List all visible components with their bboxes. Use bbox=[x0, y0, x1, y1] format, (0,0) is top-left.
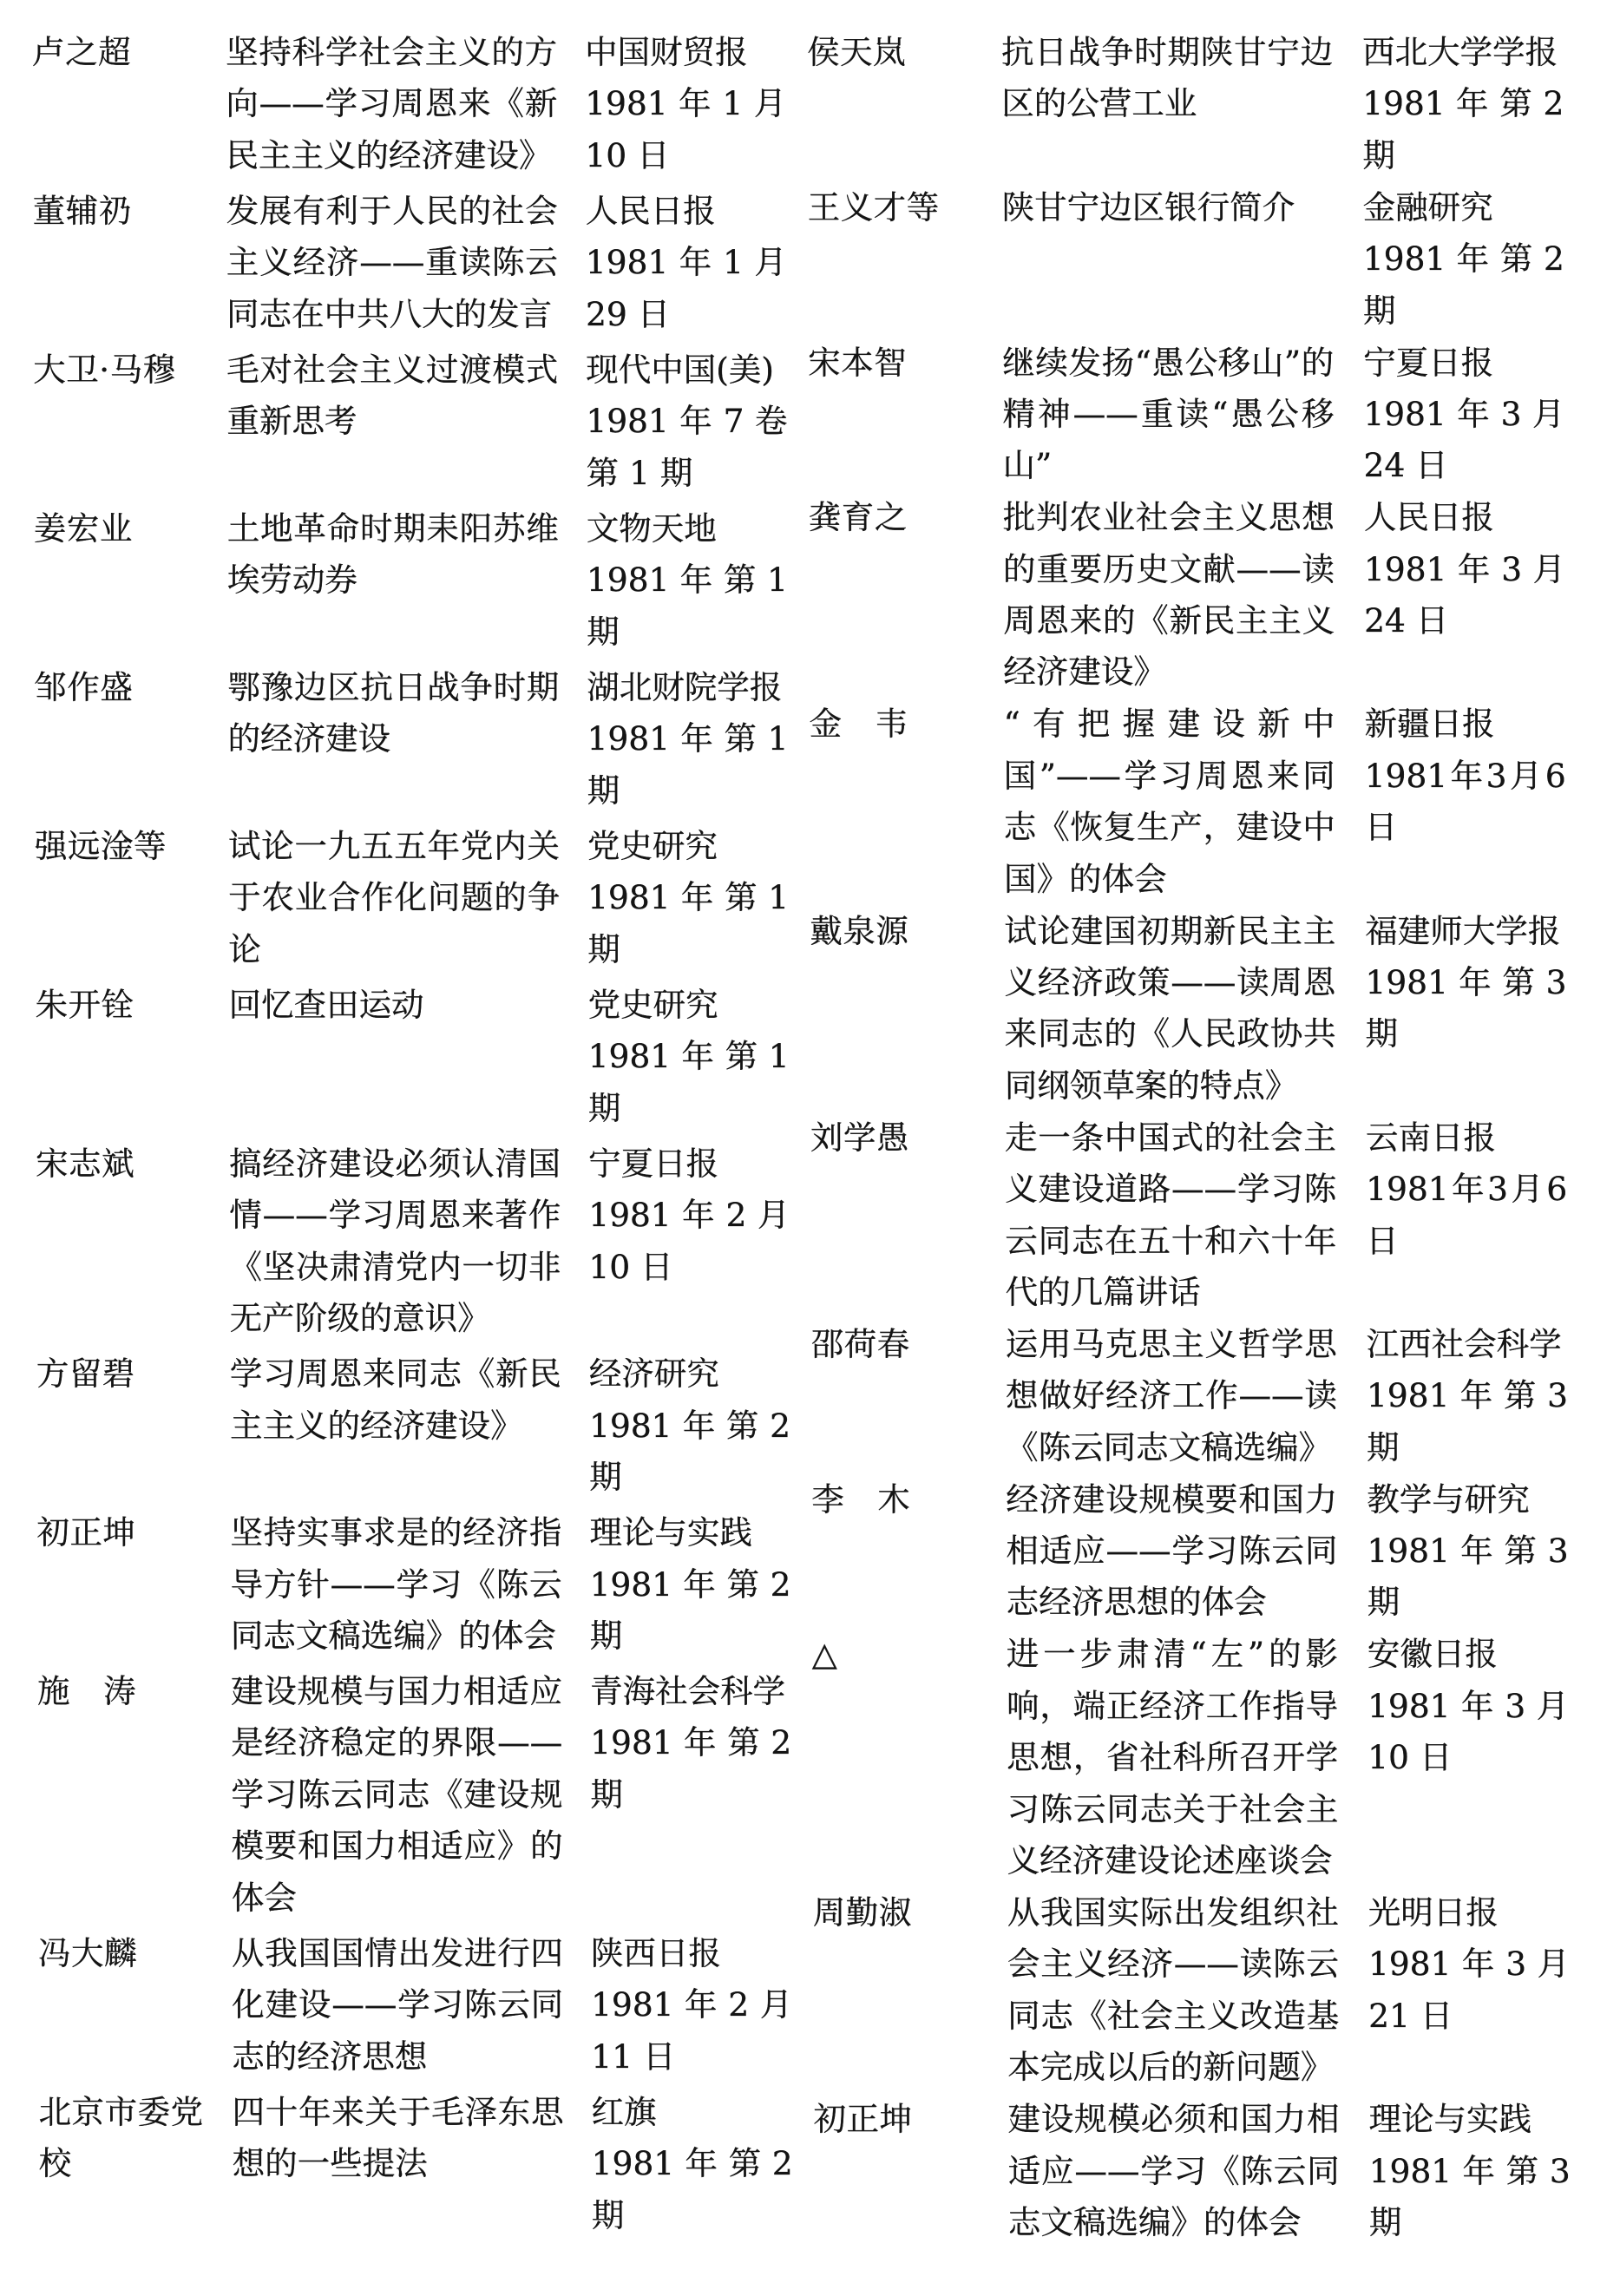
entry-title bbox=[226, 344, 586, 448]
bibliography-entry bbox=[811, 1319, 1571, 1473]
entry-title bbox=[229, 1138, 589, 1345]
entry-title bbox=[228, 821, 588, 975]
source-date-line: 1981 年 第 3 bbox=[1366, 1376, 1569, 1415]
title-line: 志经济思想的体会 bbox=[1006, 1583, 1267, 1622]
title-line: 习陈云同志关于社会主 bbox=[1007, 1789, 1339, 1828]
entry-title bbox=[1003, 699, 1365, 905]
source-date-line: 1981 年 2 月 bbox=[588, 1196, 790, 1235]
source-date-line: 10 日 bbox=[1367, 1738, 1453, 1777]
title-line: 毛对社会主义过渡模式 bbox=[226, 350, 559, 389]
title-line: 是经济稳定的界限—— bbox=[231, 1723, 563, 1762]
title-line: 同志在中共八大的发言 bbox=[226, 294, 553, 333]
title-line: 同志文稿选编》的体会 bbox=[230, 1616, 556, 1655]
entry-source bbox=[587, 980, 791, 1134]
author-name-line: 戴泉源 bbox=[810, 911, 909, 950]
source-date-line: 1981 年 第 2 bbox=[1362, 84, 1564, 123]
entry-author bbox=[36, 1138, 229, 1190]
author-name-line: 李 木 bbox=[811, 1479, 911, 1519]
source-date-line: 1981 年 第 2 bbox=[1362, 239, 1564, 279]
title-line: 论 bbox=[228, 929, 261, 968]
author-name-line: 周勤淑 bbox=[812, 1893, 912, 1932]
bibliography-entry bbox=[812, 1629, 1571, 1886]
title-line: 的重要历史文献——读 bbox=[1002, 549, 1335, 588]
author-name-line: 校 bbox=[38, 2144, 72, 2183]
bibliography-entry bbox=[38, 1928, 795, 2083]
source-date-line: 10 日 bbox=[585, 135, 670, 174]
title-line: 志文稿选编》的体会 bbox=[1007, 2202, 1302, 2241]
bibliography-entry bbox=[808, 182, 1567, 337]
entry-author bbox=[36, 1507, 230, 1558]
source-date-line: 21 日 bbox=[1368, 1996, 1453, 2035]
title-line: 情——学习周恩来著作 bbox=[229, 1196, 561, 1235]
entry-source bbox=[591, 1928, 795, 2083]
source-date-line: 1981 年 第 2 bbox=[591, 2144, 793, 2183]
title-line: 响，端正经济工作指导 bbox=[1007, 1686, 1339, 1725]
bibliography-entry bbox=[811, 1474, 1571, 1629]
bibliography-entry bbox=[36, 1138, 792, 1345]
source-publication: 文物天地 bbox=[586, 508, 717, 548]
source-publication: 中国财贸报 bbox=[585, 33, 748, 71]
entry-author bbox=[808, 338, 1002, 389]
right-column bbox=[807, 27, 1572, 2249]
bibliography-entry bbox=[36, 1507, 793, 1662]
source-date-line: 日 bbox=[1366, 1221, 1399, 1260]
source-date-line: 期 bbox=[1362, 135, 1396, 174]
entry-author bbox=[809, 492, 1003, 543]
entry-source bbox=[587, 821, 791, 975]
source-publication: 新疆日报 bbox=[1364, 705, 1495, 744]
entry-source bbox=[1364, 492, 1568, 646]
entry-source bbox=[1367, 1319, 1571, 1473]
source-date-line: 期 bbox=[587, 1088, 621, 1127]
bibliography-entry bbox=[35, 980, 791, 1134]
title-line: 周恩来的《新民主主义 bbox=[1003, 601, 1335, 640]
entry-source bbox=[1368, 2094, 1572, 2248]
title-line: 无产阶级的意识》 bbox=[229, 1298, 490, 1337]
title-line: 试论建国初期新民主主 bbox=[1004, 911, 1336, 950]
author-name-line: 北京市委党 bbox=[38, 2092, 204, 2131]
author-name-line: △ bbox=[811, 1635, 838, 1674]
source-date-line: 期 bbox=[1365, 1014, 1399, 1053]
source-date-line: 日 bbox=[1364, 808, 1398, 847]
entry-source bbox=[590, 1666, 794, 1820]
bibliography-entry bbox=[808, 338, 1567, 492]
bibliography-entry bbox=[813, 1887, 1572, 2094]
title-line: 导方针——学习《陈云 bbox=[230, 1565, 562, 1604]
title-line: 国”——学习周恩来同 bbox=[1003, 756, 1335, 795]
source-publication: 现代中国(美) bbox=[586, 350, 775, 389]
source-date-line: 1981 年 第 1 bbox=[587, 878, 790, 917]
entry-source bbox=[1362, 27, 1566, 181]
bibliography-entry bbox=[34, 662, 790, 817]
source-publication: 人民日报 bbox=[1363, 498, 1494, 537]
source-date-line: 期 bbox=[1368, 2202, 1402, 2241]
source-date-line: 1981 年 第 2 bbox=[590, 1723, 792, 1762]
bibliography-entry bbox=[809, 492, 1568, 699]
source-publication: 经济研究 bbox=[588, 1355, 719, 1394]
author-name-line: 姜宏业 bbox=[33, 508, 133, 548]
title-line: 想做好经济工作——读 bbox=[1005, 1376, 1338, 1415]
source-date-line: 期 bbox=[587, 612, 620, 651]
title-line: 本完成以后的新问题》 bbox=[1007, 2048, 1334, 2087]
entry-source bbox=[1367, 1474, 1571, 1629]
entry-source bbox=[1368, 1887, 1572, 2042]
source-date-line: 期 bbox=[587, 771, 620, 810]
source-date-line: 10 日 bbox=[588, 1247, 673, 1286]
source-publication: 党史研究 bbox=[587, 985, 718, 1024]
source-publication: 安徽日报 bbox=[1367, 1635, 1498, 1674]
entry-author bbox=[810, 1112, 1005, 1164]
source-date-line: 1981 年 第 1 bbox=[587, 1037, 790, 1076]
title-line: 模要和国力相适应》的 bbox=[231, 1827, 563, 1866]
title-line: “有把握建设新中 bbox=[1003, 705, 1335, 744]
title-line: 主主义的经济建设》 bbox=[229, 1406, 523, 1445]
source-publication: 江西社会科学 bbox=[1366, 1324, 1562, 1363]
author-name-line: 施 涛 bbox=[36, 1672, 137, 1711]
title-line: 走一条中国式的社会主 bbox=[1004, 1118, 1337, 1157]
source-date-line: 1981 年 第 2 bbox=[589, 1565, 791, 1604]
entry-author bbox=[808, 182, 1002, 233]
title-line: 试论一九五五年党内关 bbox=[227, 826, 561, 865]
author-name-line: 宋本智 bbox=[808, 343, 908, 382]
title-line: 经济建设规模要和国力 bbox=[1006, 1479, 1338, 1519]
title-line: 陕甘宁边区银行简介 bbox=[1001, 187, 1295, 226]
source-publication: 人民日报 bbox=[585, 191, 716, 230]
source-date-line: 1981 年 3 月 bbox=[1363, 394, 1565, 433]
author-name-line: 初正坤 bbox=[36, 1513, 136, 1552]
source-date-line: 第 1 期 bbox=[586, 453, 693, 492]
entry-title bbox=[230, 1348, 589, 1452]
source-date-line: 期 bbox=[590, 1774, 623, 1814]
entry-author bbox=[809, 699, 1003, 750]
title-line: 义经济政策——读周恩 bbox=[1004, 963, 1336, 1001]
author-name-line: 侯天岚 bbox=[807, 33, 907, 71]
entry-title bbox=[1006, 1319, 1367, 1473]
title-line: 义经济建设论述座谈会 bbox=[1007, 1841, 1333, 1880]
author-name-line: 刘学愚 bbox=[810, 1118, 910, 1157]
entry-title bbox=[1007, 2094, 1369, 2248]
entry-author bbox=[32, 27, 226, 78]
title-line: 同志《社会主义改造基 bbox=[1007, 1996, 1340, 2035]
entry-author bbox=[813, 1887, 1007, 1938]
title-line: 于农业合作化问题的争 bbox=[228, 878, 561, 917]
title-line: 四十年来关于毛泽东思 bbox=[232, 2092, 564, 2131]
bibliography-entry bbox=[33, 186, 790, 340]
author-name-line: 初正坤 bbox=[813, 2100, 913, 2139]
source-date-line: 期 bbox=[587, 929, 620, 968]
entry-author bbox=[807, 27, 1001, 78]
title-line: 相适应——学习陈云同 bbox=[1006, 1532, 1338, 1571]
source-publication: 理论与实践 bbox=[589, 1513, 753, 1552]
bibliography-entry bbox=[807, 27, 1566, 181]
source-date-line: 1981年3月6 bbox=[1366, 1170, 1568, 1209]
entry-author bbox=[35, 980, 228, 1031]
source-publication: 宁夏日报 bbox=[588, 1144, 719, 1183]
author-name-line: 王义才等 bbox=[807, 187, 940, 226]
entry-title bbox=[226, 27, 586, 181]
author-name-line: 金 韦 bbox=[809, 705, 908, 744]
source-date-line: 1981 年 3 月 bbox=[1367, 1945, 1571, 1984]
title-line: 会主义经济——读陈云 bbox=[1007, 1945, 1340, 1984]
entry-source bbox=[1366, 1112, 1570, 1267]
source-date-line: 1981 年 第 1 bbox=[587, 719, 789, 758]
title-line: 土地革命时期耒阳苏维 bbox=[226, 508, 559, 548]
entry-source bbox=[1363, 338, 1567, 492]
bibliography-entry bbox=[810, 906, 1569, 1112]
title-line: 发展有利于人民的社会 bbox=[226, 191, 558, 230]
title-line: 重新思考 bbox=[226, 402, 357, 441]
source-publication: 理论与实践 bbox=[1368, 2100, 1532, 2139]
title-line: 云同志在五十和六十年 bbox=[1005, 1221, 1337, 1260]
source-publication: 红旗 bbox=[591, 2092, 657, 2131]
entry-source bbox=[1363, 182, 1567, 337]
source-publication: 宁夏日报 bbox=[1363, 343, 1494, 382]
entry-title bbox=[232, 2087, 591, 2190]
entry-author bbox=[33, 186, 226, 237]
entry-title bbox=[232, 1928, 592, 2083]
title-line: 来同志的《人民政协共 bbox=[1004, 1014, 1336, 1053]
title-line: 志的经济思想 bbox=[232, 2037, 428, 2076]
bibliography-entry bbox=[34, 503, 790, 658]
entry-title bbox=[1004, 906, 1366, 1112]
source-date-line: 1981 年 1 月 bbox=[585, 243, 787, 282]
entry-title bbox=[1007, 1629, 1368, 1886]
entry-source bbox=[586, 344, 790, 499]
title-line: 建设规模必须和国力相 bbox=[1007, 2100, 1340, 2139]
entry-author bbox=[38, 1928, 232, 1979]
entry-title bbox=[228, 980, 587, 1031]
entry-title bbox=[1002, 338, 1364, 492]
source-date-line: 1981 年 第 3 bbox=[1368, 2151, 1571, 2190]
author-name-line: 卢之超 bbox=[32, 33, 132, 71]
entry-source bbox=[587, 662, 790, 817]
entry-source bbox=[591, 2087, 795, 2241]
author-name-line: 董辅礽 bbox=[32, 191, 132, 230]
title-line: 代的几篇讲话 bbox=[1005, 1272, 1201, 1311]
source-publication: 云南日报 bbox=[1365, 1118, 1497, 1157]
author-name-line: 龚育之 bbox=[808, 498, 908, 537]
author-name-line: 朱开铨 bbox=[35, 985, 134, 1024]
entry-source bbox=[589, 1348, 793, 1503]
source-date-line: 1981 年 3 月 bbox=[1367, 1686, 1570, 1725]
entry-title bbox=[1003, 492, 1365, 699]
title-line: 的经济建设 bbox=[227, 719, 391, 758]
title-line: 主义经济——重读陈云 bbox=[226, 243, 558, 282]
title-line: 建设规模与国力相适应 bbox=[230, 1672, 563, 1711]
entry-author bbox=[811, 1319, 1006, 1370]
entry-title bbox=[231, 1666, 591, 1924]
title-line: 坚持实事求是的经济指 bbox=[230, 1513, 562, 1552]
entry-title bbox=[1002, 182, 1363, 233]
title-line: 进一步肃清“左”的影 bbox=[1006, 1635, 1338, 1674]
entry-title bbox=[1005, 1112, 1367, 1319]
entry-author bbox=[811, 1474, 1006, 1525]
title-line: 埃劳动券 bbox=[226, 561, 358, 600]
bibliography-entry bbox=[37, 1666, 794, 1924]
author-name-line: 方留碧 bbox=[36, 1355, 135, 1394]
entry-title bbox=[1007, 1887, 1369, 2094]
source-publication: 陕西日报 bbox=[590, 1933, 722, 1972]
entry-author bbox=[36, 1348, 230, 1400]
bibliography-entry bbox=[809, 699, 1568, 905]
title-line: 从我国实际出发组织社 bbox=[1007, 1893, 1339, 1932]
source-date-line: 24 日 bbox=[1363, 446, 1448, 485]
source-date-line: 29 日 bbox=[585, 294, 671, 333]
entry-author bbox=[38, 2087, 232, 2190]
entry-author bbox=[37, 1666, 231, 1717]
entry-title bbox=[1006, 1474, 1367, 1629]
bibliography-entry bbox=[32, 27, 789, 181]
title-line: 抗日战争时期陕甘宁边 bbox=[1001, 33, 1334, 71]
title-line: 区的公营工业 bbox=[1001, 84, 1197, 123]
entry-title bbox=[227, 662, 587, 765]
source-publication: 福建师大学报 bbox=[1365, 911, 1561, 950]
source-date-line: 24 日 bbox=[1364, 601, 1449, 640]
title-line: 搞经济建设必须认清国 bbox=[229, 1144, 561, 1183]
source-date-line: 期 bbox=[589, 1616, 623, 1655]
author-name-line: 冯大麟 bbox=[37, 1933, 138, 1972]
title-line: 回忆查田运动 bbox=[228, 985, 424, 1024]
source-publication: 西北大学学报 bbox=[1362, 33, 1558, 71]
source-date-line: 期 bbox=[1367, 1427, 1400, 1466]
source-publication: 金融研究 bbox=[1362, 187, 1493, 226]
title-line: 学习周恩来同志《新民 bbox=[229, 1355, 561, 1394]
title-line: 从我国国情出发进行四 bbox=[231, 1933, 564, 1972]
title-line: 精神——重读“愚公移 bbox=[1002, 394, 1335, 433]
source-publication: 湖北财院学报 bbox=[587, 667, 783, 706]
entry-source bbox=[585, 27, 789, 181]
bibliography-entry bbox=[35, 821, 791, 975]
source-publication: 光明日报 bbox=[1367, 1893, 1499, 1932]
bibliography-entry bbox=[810, 1112, 1570, 1319]
entry-author bbox=[34, 662, 227, 713]
title-line: 民主主义的经济建设》 bbox=[226, 135, 552, 174]
entry-source bbox=[588, 1138, 792, 1293]
bibliography-entry bbox=[36, 1348, 793, 1503]
entry-source bbox=[587, 503, 790, 658]
title-line: 批判农业社会主义思想 bbox=[1002, 498, 1335, 537]
source-date-line: 1981 年 7 卷 bbox=[586, 402, 788, 441]
source-date-line: 1981 年 3 月 bbox=[1363, 549, 1566, 588]
left-column bbox=[32, 27, 795, 2246]
source-date-line: 1981 年 第 3 bbox=[1367, 1532, 1569, 1571]
bibliography-entry bbox=[813, 2094, 1572, 2248]
entry-title bbox=[226, 186, 587, 340]
source-publication: 青海社会科学 bbox=[589, 1672, 786, 1711]
entry-source bbox=[1365, 906, 1569, 1060]
title-line: 继续发扬“愚公移山”的 bbox=[1002, 343, 1335, 382]
title-line: 适应——学习《陈云同 bbox=[1007, 2151, 1340, 2190]
entry-author bbox=[810, 906, 1004, 957]
source-publication: 教学与研究 bbox=[1367, 1479, 1530, 1519]
source-publication: 党史研究 bbox=[587, 826, 718, 865]
title-line: 山” bbox=[1002, 446, 1053, 485]
entry-author bbox=[34, 503, 227, 554]
entry-title bbox=[227, 503, 587, 607]
source-date-line: 期 bbox=[591, 2195, 625, 2234]
title-line: 同纲领草案的特点》 bbox=[1004, 1066, 1298, 1105]
source-date-line: 1981年3月6 bbox=[1364, 756, 1566, 795]
title-line: 《坚决肃清党内一切非 bbox=[229, 1247, 561, 1286]
entry-author bbox=[813, 2094, 1007, 2145]
title-line: 志《恢复生产，建设中 bbox=[1003, 808, 1335, 847]
entry-source bbox=[586, 186, 790, 340]
entry-title bbox=[230, 1507, 590, 1662]
author-name-line: 邹作盛 bbox=[34, 667, 134, 706]
source-date-line: 期 bbox=[589, 1457, 622, 1496]
entry-author bbox=[33, 344, 226, 396]
title-line: 体会 bbox=[231, 1878, 297, 1917]
title-line: 向——学习周恩来《新 bbox=[226, 84, 558, 123]
entry-source bbox=[1367, 1629, 1571, 1783]
entry-source bbox=[1364, 699, 1568, 853]
title-line: 经济建设》 bbox=[1003, 653, 1166, 692]
title-line: 运用马克思主义哲学思 bbox=[1005, 1324, 1337, 1363]
entry-author bbox=[35, 821, 228, 872]
title-line: 义建设道路——学习陈 bbox=[1005, 1170, 1337, 1209]
title-line: 化建设——学习陈云同 bbox=[232, 1985, 564, 2024]
title-line: 思想，省社科所召开学 bbox=[1007, 1738, 1339, 1777]
source-date-line: 1981 年 1 月 bbox=[585, 84, 787, 123]
title-line: 《陈云同志文稿选编》 bbox=[1006, 1427, 1332, 1466]
entry-source bbox=[589, 1507, 793, 1662]
source-date-line: 1981 年 第 1 bbox=[586, 561, 789, 600]
author-name-line: 邵荷春 bbox=[810, 1324, 910, 1363]
title-line: 坚持科学社会主义的方 bbox=[226, 33, 558, 71]
source-date-line: 1981 年 第 3 bbox=[1365, 963, 1567, 1001]
source-date-line: 期 bbox=[1362, 291, 1396, 330]
source-date-line: 1981 年 2 月 bbox=[591, 1985, 793, 2024]
entry-author bbox=[812, 1629, 1007, 1680]
title-line: 想的一些提法 bbox=[232, 2144, 428, 2183]
author-name-line: 宋志斌 bbox=[36, 1144, 135, 1183]
author-name-line: 强远淦等 bbox=[34, 826, 167, 865]
bibliography-entry bbox=[33, 344, 790, 499]
source-date-line: 期 bbox=[1367, 1583, 1400, 1622]
source-date-line: 11 日 bbox=[591, 2037, 676, 2076]
title-line: 鄂豫边区抗日战争时期 bbox=[227, 667, 560, 706]
author-name-line: 大卫·马穆 bbox=[33, 350, 176, 389]
source-date-line: 1981 年 第 2 bbox=[588, 1406, 791, 1445]
entry-title bbox=[1001, 27, 1362, 130]
title-line: 国》的体会 bbox=[1004, 859, 1167, 898]
bibliography-entry bbox=[38, 2087, 795, 2241]
title-line: 学习陈云同志《建设规 bbox=[231, 1774, 563, 1814]
